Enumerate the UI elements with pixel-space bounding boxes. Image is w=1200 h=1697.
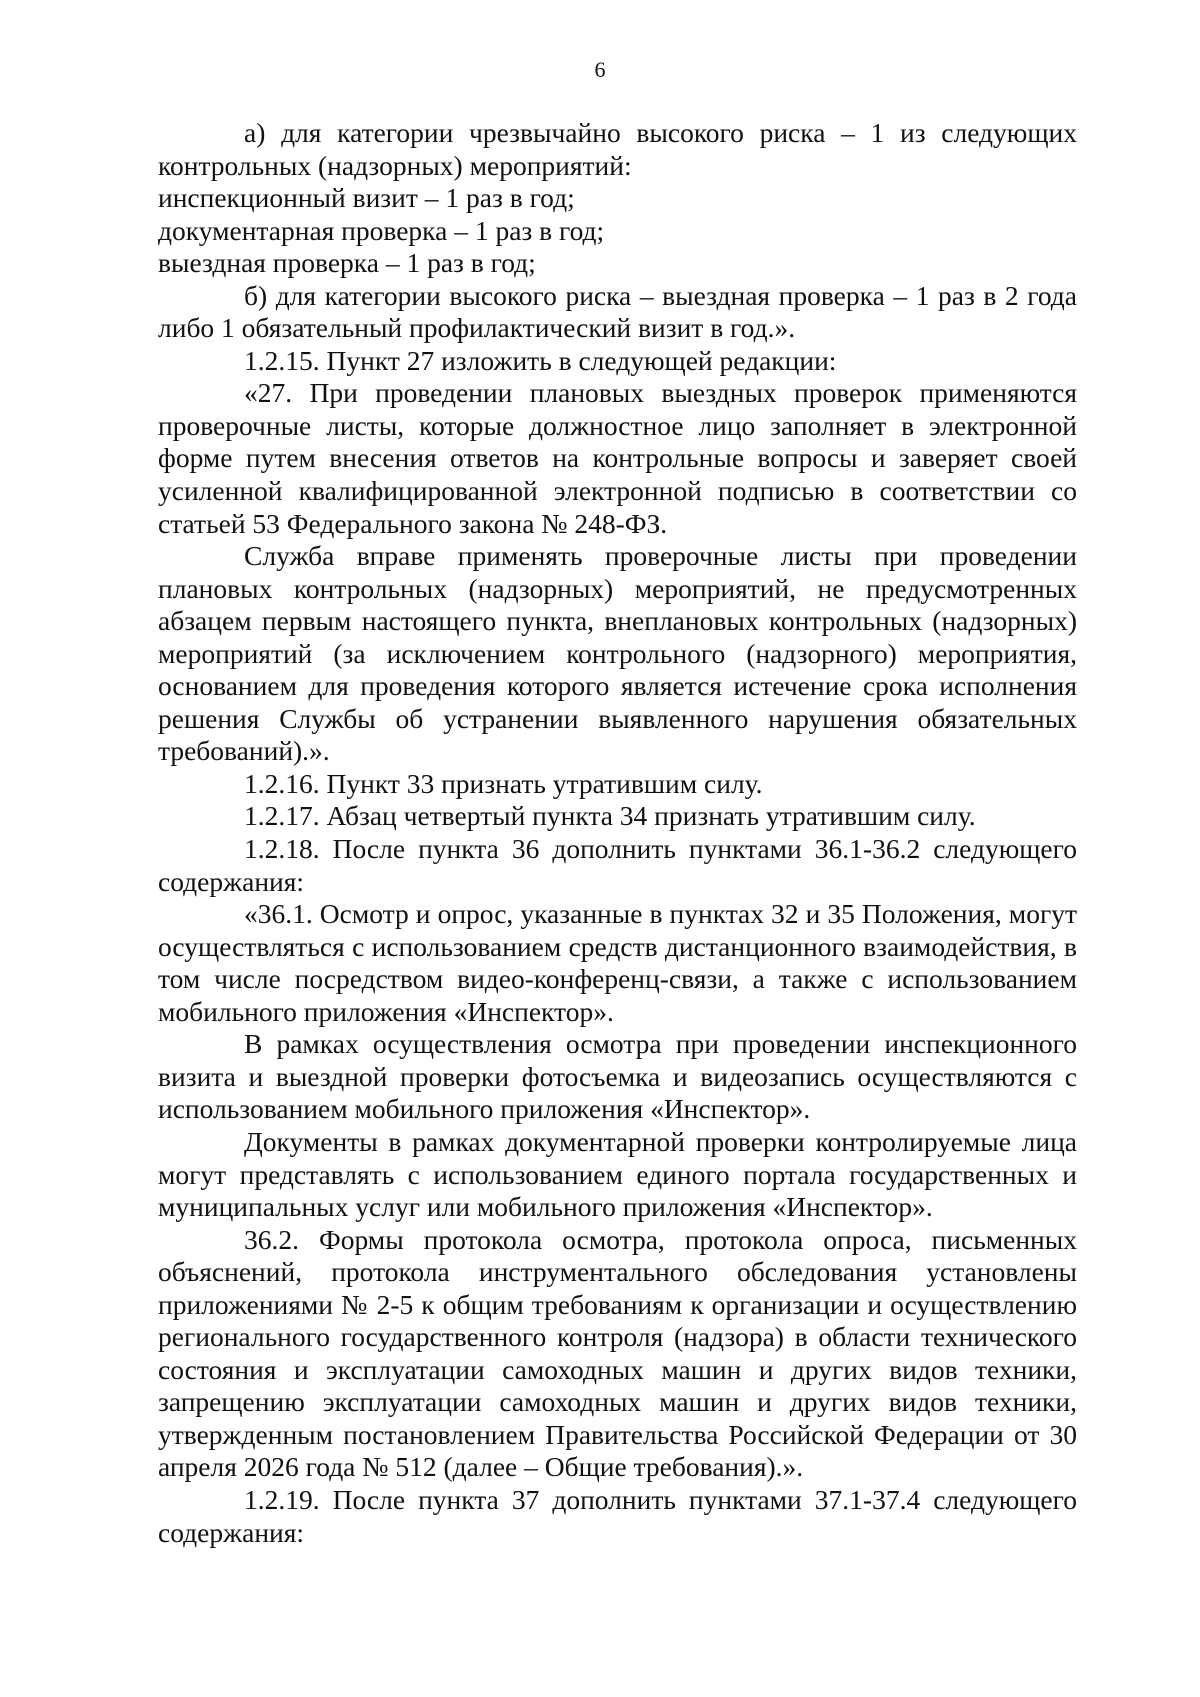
paragraph-item-27: «27. При проведении плановых выездных проверок применяются проверочные листы, которые должностное лицо заполняет в электронной форме путем внесения ответов на контрольные вопросы и заверяет своей усиленной квалифицированной электронной подписью в соответствии со статьей 53 Федерального закона № 248-ФЗ. (158, 377, 1077, 539)
list-item-inspection-visit: инспекционный визит – 1 раз в год; (158, 182, 575, 214)
paragraph-1-2-17: 1.2.17. Абзац четвертый пункта 34 признать утратившим силу. (244, 800, 976, 832)
paragraph-1-2-15: 1.2.15. Пункт 27 изложить в следующей редакции: (244, 344, 837, 376)
paragraph-1-2-16: 1.2.16. Пункт 33 признать утратившим силу. (244, 767, 763, 799)
paragraph-item-36-1: «36.1. Осмотр и опрос, указанные в пунктах 32 и 35 Положения, могут осуществляться с использованием средств дистанционного взаимодействия, в том числе посредством видео-конференц-связи, а также с использованием мобильного приложения «Инспектор». (158, 898, 1077, 1027)
list-item-documentary-check: документарная проверка – 1 раз в год; (158, 214, 605, 246)
paragraph-item-36-2: 36.2. Формы протокола осмотра, протокола опроса, письменных объяснений, протокола инструментального обследования установлены приложениями № 2-5 к общим требованиям к организации и осуществлению регионального государственного контроля (надзора) в области технического состояния и эксплуатации самоходных машин и других видов техники, запрещению эксплуатации самоходных машин и других видов техники, утвержденным постановлением Правительства Российской Федерации от 30 апреля 2026 года № 512 (далее – Общие требования).». (158, 1223, 1077, 1483)
page-number: 6 (594, 57, 606, 82)
document-body (158, 117, 1077, 1549)
paragraph-1-2-18: 1.2.18. После пункта 36 дополнить пунктами 36.1-36.2 следующего содержания: (158, 833, 1077, 897)
list-item-field-check: выездная проверка – 1 раз в год; (158, 247, 536, 279)
paragraph-category-high-risk: б) для категории высокого риска – выездная проверка – 1 раз в 2 года либо 1 обязательный профилактический визит в год.». (158, 279, 1077, 344)
paragraph-service-checklists: Служба вправе применять проверочные листы при проведении плановых контрольных (надзорных) мероприятий, не предусмотренных абзацем первым настоящего пункта, внеплановых контрольных (надзорных) мероприятий (за исключением контрольного (надзорного) мероприятия, основанием для проведения которого является истечение срока исполнения решения Службы об устранении выявленного нарушения обязательных требований).». (158, 540, 1077, 767)
paragraph-inspection-photo-video: В рамках осуществления осмотра при проведении инспекционного визита и выездной проверки фотосъемка и видеозапись осуществляются с использованием мобильного приложения «Инспектор». (158, 1028, 1077, 1125)
paragraph-documents-portal: Документы в рамках документарной проверки контролируемые лица могут представлять с использованием единого портала государственных и муниципальных услуг или мобильного приложения «Инспектор». (158, 1125, 1077, 1223)
paragraph-category-extreme-risk: а) для категории чрезвычайно высокого риска – 1 из следующих контрольных (надзорных) мероприятий: (158, 117, 1077, 181)
paragraph-1-2-19: 1.2.19. После пункта 37 дополнить пунктами 37.1-37.4 следующего содержания: (158, 1483, 1077, 1548)
